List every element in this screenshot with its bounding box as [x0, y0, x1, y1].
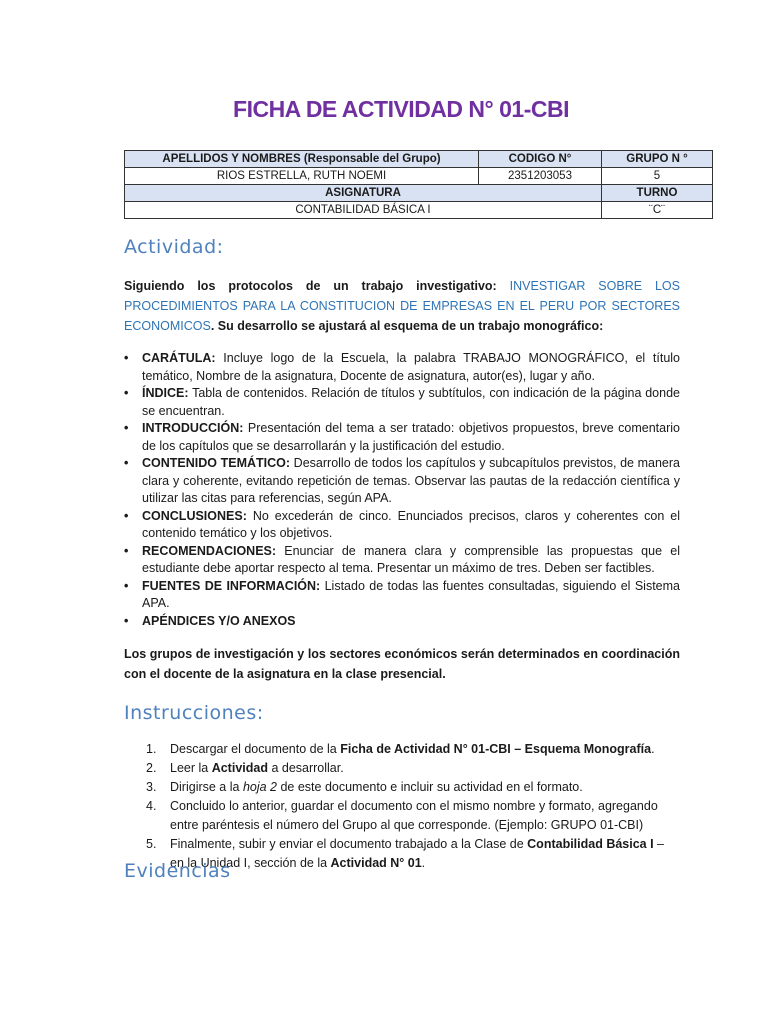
list-item: • INTRODUCCIÓN: Presentación del tema a ser tratado: objetivos propuestos, breve comentario de los capítulos que se desarrollarán y la justificación del estudio. — [124, 421, 680, 453]
list-item: 4. Concluido lo anterior, guardar el documento con el mismo nombre y formato, agregando entre paréntesis el número del Grupo al que corresponde. (Ejemplo: GRUPO 01-CBI) — [146, 799, 658, 832]
bullet-icon: • — [124, 421, 129, 435]
student-name: RIOS ESTRELLA, RUTH NOEMI — [125, 168, 479, 185]
shift-value: ¨C¨ — [602, 202, 713, 219]
instructions-list — [146, 740, 680, 873]
list-item: • RECOMENDACIONES: Enunciar de manera clara y comprensible las propuestas que el estudiante debe aportar respecto al tema. Presentar un máximo de tres. Deben ser factibles. — [124, 543, 680, 575]
actividad-intro — [124, 276, 680, 336]
document-title: FICHA DE ACTIVIDAD N° 01-CBI — [233, 96, 569, 122]
bullet-icon: • — [124, 508, 129, 523]
shift-header: TURNO — [602, 185, 713, 202]
bullet-icon: • — [124, 543, 129, 558]
actividad-heading: Actividad: — [124, 236, 224, 258]
evidencias-heading: Evidencias — [124, 860, 231, 882]
names-header: APELLIDOS Y NOMBRES (Responsable del Grupo) — [125, 151, 479, 168]
list-item: 1. Descargar el documento de la Ficha de Actividad N° 01-CBI – Esquema Monografía. — [146, 742, 655, 756]
list-item: • CARÁTULA: Incluye logo de la Escuela, la palabra TRABAJO MONOGRÁFICO, el título temático, Nombre de la asignatura, Docente de asignatura, autor(es), lugar y año. — [124, 351, 680, 383]
list-item: 5. Finalmente, subir y enviar el documento trabajado a la Clase de Contabilidad Básica I – en la Unidad I, sección de la Actividad N° 01. — [146, 837, 665, 870]
code-header: CODIGO N° — [479, 151, 602, 168]
list-item: • APÉNDICES Y/O ANEXOS — [124, 613, 680, 631]
monograph-scheme-list — [124, 350, 680, 630]
bullet-icon: • — [124, 386, 129, 400]
student-info-table — [124, 150, 713, 219]
list-item: • CONTENIDO TEMÁTICO: Desarrollo de todos los capítulos y subcapítulos previstos, de manera clara y coherente, evitando repetición de temas. Observar las pautas de la redacción científica y utilizar las citas para referencias, según APA. — [124, 456, 680, 505]
bullet-icon: • — [124, 613, 129, 628]
intro-text-a: Siguiendo los protocolos de un trabajo investigativo: — [124, 279, 510, 293]
bullet-icon: • — [124, 351, 129, 365]
intro-text-b: . Su desarrollo se ajustará al esquema de un trabajo monográfico: — [210, 319, 604, 333]
subject-value: CONTABILIDAD BÁSICA I — [125, 202, 602, 219]
list-item: 3. Dirigirse a la hoja 2 de este documento e incluir su actividad en el formato. — [146, 780, 583, 794]
instrucciones-heading: Instrucciones: — [124, 702, 264, 724]
intro-highlight: INVESTIGAR SOBRE LOS PROCEDIMIENTOS PARA LA CONSTITUCION DE EMPRESAS EN EL PERU POR SECTORES ECONOMICOS — [124, 279, 680, 333]
list-item: • FUENTES DE INFORMACIÓN: Listado de todas las fuentes consultadas, siguiendo el Sistema APA. — [124, 578, 680, 610]
list-item: 2. Leer la Actividad a desarrollar. — [146, 761, 344, 775]
bullet-icon: • — [124, 456, 129, 470]
student-code: 2351203053 — [479, 168, 602, 185]
list-item: • CONCLUSIONES: No excederán de cinco. Enunciados precisos, claros y coherentes con el contenido temático y los objetivos. — [124, 508, 680, 540]
bullet-icon: • — [124, 578, 129, 593]
group-number: 5 — [602, 168, 713, 185]
subject-header: ASIGNATURA — [125, 185, 602, 202]
group-header: GRUPO N ° — [602, 151, 713, 168]
list-item: • ÍNDICE: Tabla de contenidos. Relación de títulos y subtítulos, con indicación de la página donde se encuentran. — [124, 386, 680, 418]
actividad-closing: Los grupos de investigación y los sectores económicos serán determinados en coordinación con el docente de la asignatura en la clase presencial. — [124, 647, 680, 681]
